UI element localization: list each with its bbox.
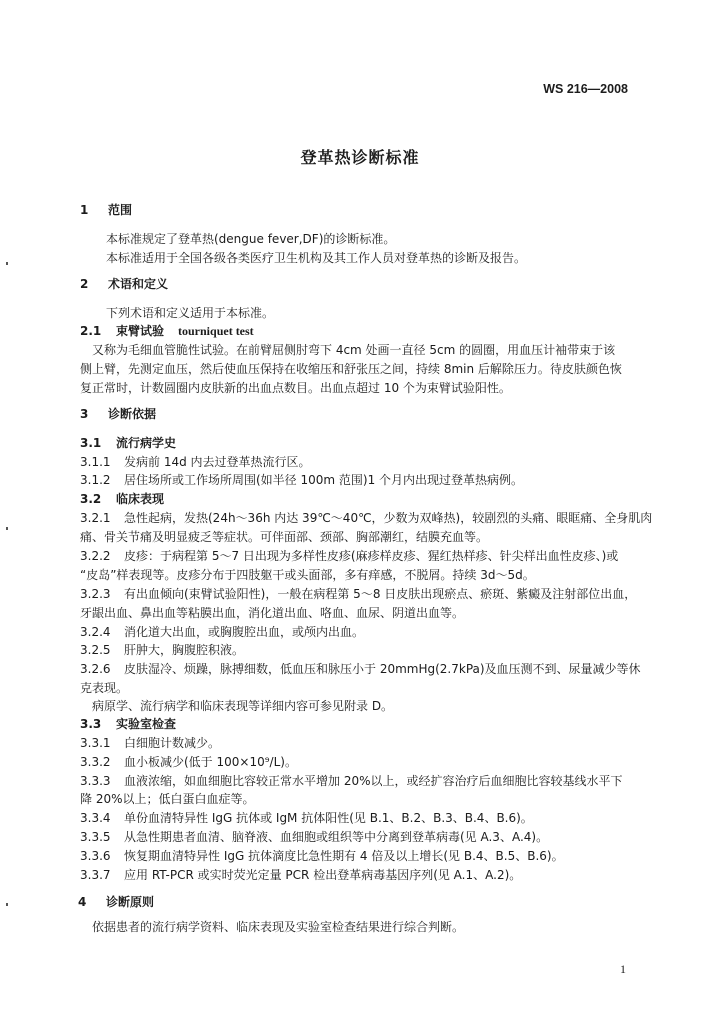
clause: 3.2.1 急性起病，发热(24h～36h 内达 39℃～40℃，少数为双峰热)，较剧烈的头痛、眼眶痛、全身肌肉 <box>80 511 653 525</box>
section-3-heading: 3 诊断依据 <box>80 407 157 421</box>
clause: 3.1.2 居住场所或工作场所周围(如半径 100m 范围)1 个月内出现过登革热病例。 <box>80 473 524 487</box>
paragraph: 本标准适用于全国各级各类医疗卫生机构及其工作人员对登革热的诊断及报告。 <box>106 251 527 265</box>
paragraph-line: 复正常时，计数圆圈内皮肤新的出血点数目。出血点超过 10 个为束臂试验阳性。 <box>80 381 511 395</box>
page-title: 登革热诊断标准 <box>300 148 420 167</box>
paragraph: 下列术语和定义适用于本标准。 <box>106 306 275 320</box>
clause-continuation: 痛、骨关节痛及明显疲乏等症状。可伴面部、颈部、胸部潮红，结膜充血等。 <box>80 530 489 544</box>
clause-continuation: 克表现。 <box>80 681 129 695</box>
section-2-heading: 2 术语和定义 <box>80 277 169 291</box>
clause: 3.3.4 单份血清特异性 IgG 抗体或 IgM 抗体阳性(见 B.1、B.2、B.3、B.4、B.6)。 <box>80 811 533 825</box>
margin-mark <box>6 262 8 265</box>
note: 病原学、流行病学和临床表现等详细内容可参见附录 D。 <box>92 699 394 713</box>
clause: 3.3.3 血液浓缩，如血细胞比容较正常水平增加 20%以上，或经扩容治疗后血细胞比容较基线水平下 <box>80 774 623 788</box>
clause-continuation: “皮岛”样表现等。皮疹分布于四肢躯干或头面部，多有痒感，不脱屑。持续 3d～5d。 <box>80 568 535 582</box>
clause: 3.2.2 皮疹：于病程第 5～7 日出现为多样性皮疹(麻疹样皮疹、猩红热样疹、针尖样出血性皮疹、)或 <box>80 549 619 563</box>
clause: 3.2.3 有出血倾向(束臂试验阳性)，一般在病程第 5～8 日皮肤出现瘀点、瘀斑、紫癜及注射部位出血， <box>80 587 637 601</box>
paragraph: 本标准规定了登革热(dengue fever,DF)的诊断标准。 <box>106 232 396 246</box>
clause-continuation: 牙龈出血、鼻出血等粘膜出血，消化道出血、咯血、血尿、阴道出血等。 <box>80 606 465 620</box>
subsection-heading: 3.2 临床表现 <box>80 492 165 506</box>
section-1-heading: 1 范围 <box>80 203 133 217</box>
clause: 3.3.7 应用 RT-PCR 或实时荧光定量 PCR 检出登革病毒基因序列(见 A.1、A.2)。 <box>80 868 522 882</box>
clause: 3.3.5 从急性期患者血清、脑脊液、血细胞或组织等中分离到登革病毒(见 A.3、A.4)。 <box>80 830 549 844</box>
clause: 3.1.1 发病前 14d 内去过登革热流行区。 <box>80 455 311 469</box>
page-number: 1 <box>620 962 626 976</box>
paragraph-line: 又称为毛细血管脆性试验。在前臂屈侧肘弯下 4cm 处画一直径 5cm 的圆圈，用血压计袖带束于该 <box>92 343 616 357</box>
clause: 3.2.4 消化道大出血，或胸腹腔出血，或颅内出血。 <box>80 625 365 639</box>
clause: 3.3.6 恢复期血清特异性 IgG 抗体滴度比急性期有 4 倍及以上增长(见 B.4、B.5、B.6)。 <box>80 849 564 863</box>
clause: 3.3.2 血小板减少(低于 100×10⁹/L)。 <box>80 755 297 769</box>
paragraph-line: 侧上臂，先测定血压，然后使血压保持在收缩压和舒张压之间，持续 8min 后解除压力。待皮肤颜色恢 <box>80 362 622 376</box>
clause: 3.3.1 白细胞计数减少。 <box>80 736 221 750</box>
standard-code: WS 216—2008 <box>543 82 628 96</box>
margin-mark <box>6 527 8 530</box>
paragraph: 依据患者的流行病学资料、临床表现及实验室检查结果进行综合判断。 <box>92 920 465 934</box>
clause-continuation: 降 20%以上；低白蛋白血症等。 <box>80 792 255 806</box>
subsection-heading: 2.1 束臂试验 tourniquet test <box>80 324 254 338</box>
subsection-heading: 3.1 流行病学史 <box>80 436 177 450</box>
margin-mark <box>6 903 8 906</box>
section-4-heading: 4 诊断原则 <box>78 895 155 909</box>
subsection-heading: 3.3 实验室检查 <box>80 717 177 731</box>
clause: 3.2.5 肝肿大，胸腹腔积液。 <box>80 643 245 657</box>
clause: 3.2.6 皮肤湿冷、烦躁，脉搏细数，低血压和脉压小于 20mmHg(2.7kPa)及血压测不到、尿量减少等休 <box>80 662 641 676</box>
